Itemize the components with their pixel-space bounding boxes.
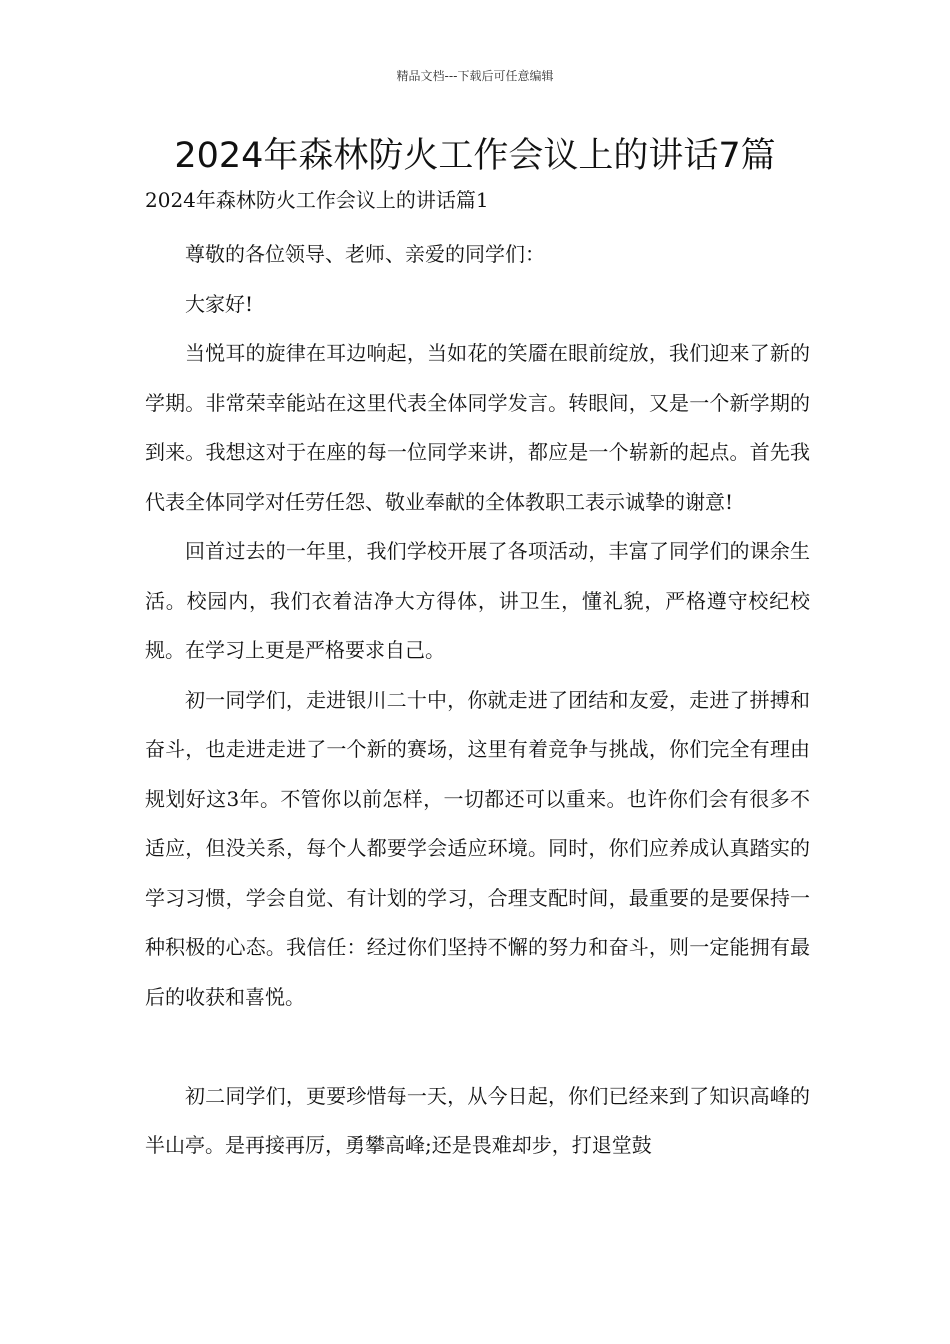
paragraph-greeting: 大家好! (185, 291, 254, 316)
section-heading: 2024年森林防火工作会议上的讲话篇1 (145, 188, 489, 212)
paragraph-grade-two: 初二同学们，更要珍惜每一天，从今日起，你们已经来到了知识高峰的半山亭。是再接再厉，勇攀高峰;还是畏难却步，打退堂鼓 (145, 1083, 810, 1157)
paragraph-grade-one: 初一同学们，走进银川二十中，你就走进了团结和友爱，走进了拼搏和奋斗，也走进走进了一个新的赛场，这里有着竞争与挑战，你们完全有理由规划好这3年。不管你以前怎样，一切都还可以重来。也许你们会有很多不适应，但没关系，每个人都要学会适应环境。同时，你们应养成认真踏实的学习习惯，学会自觉、有计划的学习，合理支配时间，最重要的是要保持一种积极的心态。我信任：经过你们坚持不懈的努力和奋斗，则一定能拥有最后的收获和喜悦。 (145, 687, 810, 1009)
document-header-note: 精品文档---下载后可任意编辑 (396, 69, 554, 83)
document-title: 2024年森林防火工作会议上的讲话7篇 (174, 136, 776, 176)
paragraph-salutation: 尊敬的各位领导、老师、亲爱的同学们： (185, 242, 545, 266)
paragraph-past-year: 回首过去的一年里，我们学校开展了各项活动，丰富了同学们的课余生活。校园内，我们衣着洁净大方得体，讲卫生，懂礼貌，严格遵守校纪校规。在学习上更是严格要求自己。 (145, 539, 810, 662)
document-body (145, 230, 810, 1171)
paragraph-new-semester: 当悦耳的旋律在耳边响起，当如花的笑靥在眼前绽放，我们迎来了新的学期。非常荣幸能站在这里代表全体同学发言。转眼间，又是一个新学期的到来。我想这对于在座的每一位同学来讲，都应是一个崭新的起点。首先我代表全体同学对任劳任怨、敬业奉献的全体教职工表示诚挚的谢意! (145, 341, 810, 514)
